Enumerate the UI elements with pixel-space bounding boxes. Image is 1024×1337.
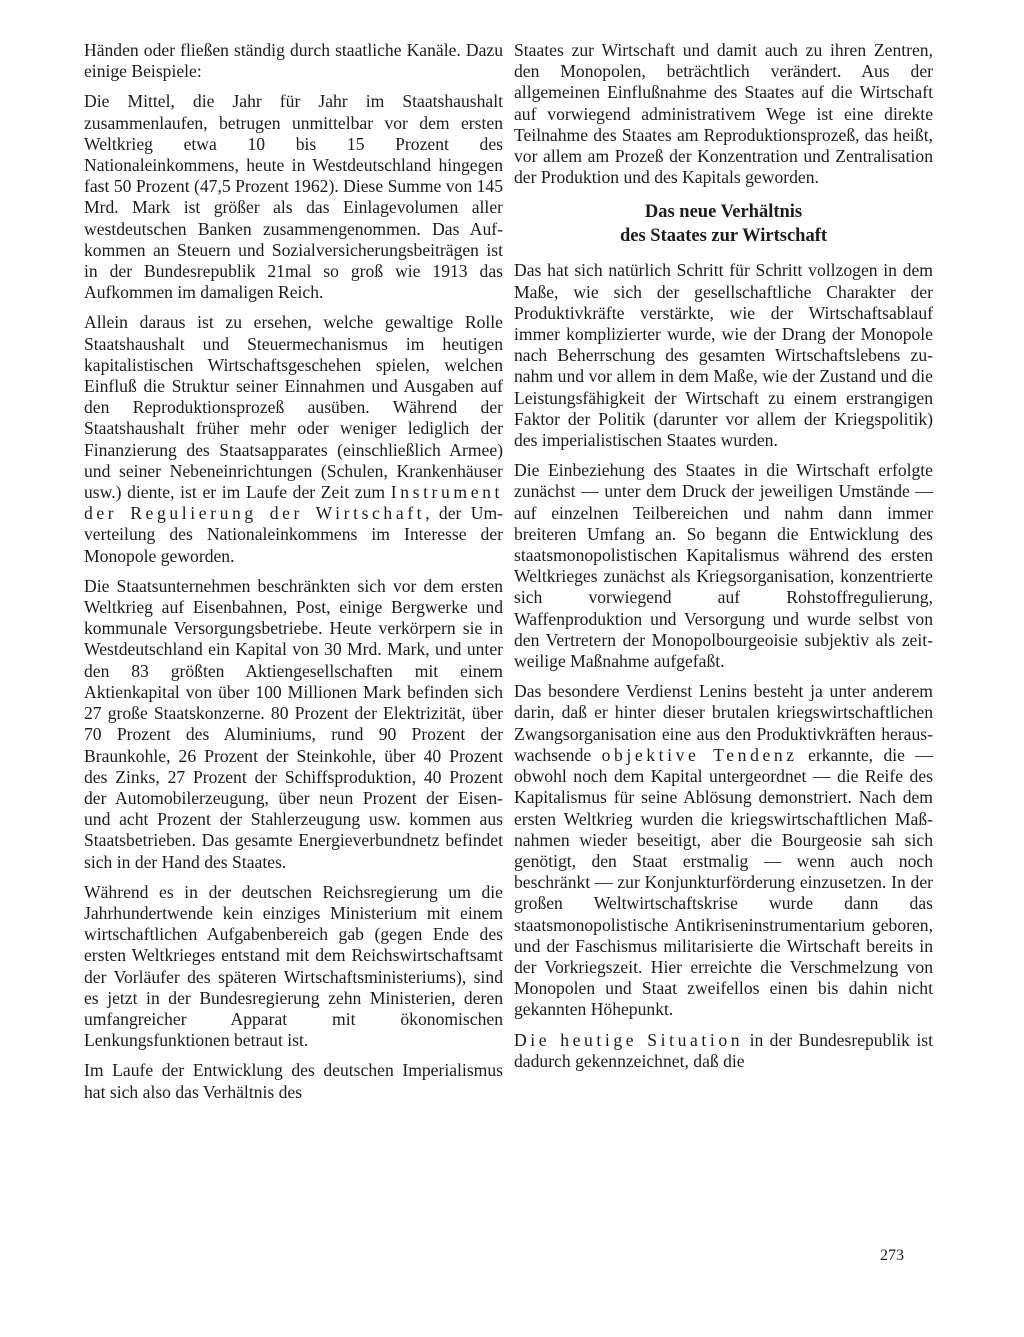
paragraph [514, 40, 933, 188]
paragraph-text: Händen oder fließen ständig durch staatliche Kanäle. Dazu einige Beispiele: [84, 40, 503, 82]
paragraph-text: Staates zur Wirtschaft und damit auch zu ihren Zentren, den Monopolen, beträchtlich verändert. Aus der allgemeinen Einflußnahme des Staates auf die Wirtschaft auf vorwiegend administrativem Wege ist eine direkte Teilnahme des Staates am Reproduktionsprozeß, das heißt, vor allem am Prozeß der Konzentration und Zentralisation der Produktion und des Kapitals geworden. [514, 40, 933, 188]
paragraph [514, 681, 933, 1020]
paragraph-text: erkannte, die — obwohl noch dem Kapital untergeordnet — die Reife des Kapitalismus für seine Ablösung demonstriert. Nach dem ersten Weltkrieg wurden die kriegswirtschaftlichen Maßnahmen wieder beseitigt, aber die Bourgeosie sah sich genötigt, den Staat erstmalig — wenn auch noch beschränkt — zur Konjunkturförderung einzusetzen. In der großen Weltwirtschaftskrise wurde dann das staatsmonopolistische Antikriseninstrumentarium geboren, und der Faschismus militarisierte die Wirtschaft bereits in der Vorkriegszeit. Hier erreichte die Verschmelzung von Monopolen und Staat zweifellos einen bis dahin nicht gekannten Höhepunkt. [514, 744, 933, 1020]
paragraph [84, 882, 503, 1052]
right-column [514, 40, 933, 1072]
paragraph-text: Das besondere Verdienst Lenins besteht ja unter anderem darin, daß er hinter dieser brutalen kriegswirtschaftlichen Zwangsorganisation eine aus den Produktivkräften herauswachsende [514, 681, 933, 765]
emphasized-text: objektive Tendenz [601, 744, 798, 765]
paragraph-text: Das hat sich natürlich Schritt für Schritt vollzogen in dem Maße, wie sich der gesellschaftliche Charakter der Produktivkräfte verstärkte, wie der Wirtschaftsablauf immer komplizierter wurde, wie der Drang der Monopole nach Beherrschung des gesamten Wirtschaftslebens zunahm und vor allem in dem Maße, wie der Zustand und die Leistungsfähigkeit der Wirtschaft zu einem erstrangigen Faktor der Politik (darunter vor allem der Kriegspolitik) des imperialistischen Staates wurden. [514, 260, 933, 451]
paragraph [514, 460, 933, 672]
paragraph [514, 260, 933, 451]
section-heading [514, 200, 933, 248]
paragraph-text: Die Mittel, die Jahr für Jahr im Staatshaushalt zusammenlaufen, betrugen unmittelbar vor dem ersten Weltkrieg etwa 10 bis 15 Prozent des Nationaleinkommens, heute in Westdeutschland hingegen fast 50 Prozent (47,5 Prozent 1962). Diese Summe von 145 Mrd. Mark ist größer als das Einlagevolumen aller westdeutschen Banken zusammengenommen. Das Aufkommen an Steuern und Sozialversicherungsbeiträgen ist in der Bundesrepublik 21mal so groß wie 1913 das Aufkommen im damaligen Reich. [84, 91, 503, 303]
paragraph [84, 1060, 503, 1102]
paragraph-text: Während es in der deutschen Reichsregierung um die Jahrhundertwende kein einziges Ministerium mit einem wirtschaftlichen Aufgabenbereich gab (gegen Ende des ersten Weltkrieges entstand mit dem Reichswirtschaftsamt der Vorläufer des späteren Wirtschaftsministeriums), sind es jetzt in der Bundesregierung zehn Ministerien, deren umfangreicher Apparat mit ökonomischen Lenkungsfunktionen betraut ist. [84, 881, 503, 1051]
heading-line: des Staates zur Wirtschaft [619, 226, 828, 247]
paragraph-text: Im Laufe der Entwicklung des deutschen Imperialismus hat sich also das Verhältnis des [84, 1060, 503, 1102]
paragraph [84, 91, 503, 303]
paragraph-text: in der Bundesrepublik ist dadurch gekennzeichnet, daß die [514, 1029, 933, 1071]
paragraph [514, 1030, 933, 1072]
page-number: 273 [880, 1247, 904, 1264]
paragraph-text: Die Einbeziehung des Staates in die Wirtschaft erfolgte zunächst — unter dem Druck der jeweiligen Umstände — auf einzelnen Teilbereichen und nahm dann immer breiteren Umfang an. So begann die Entwicklung des staatsmonopolistischen Kapitalismus während des ersten Weltkrieges zunächst als Kriegsorganisation, konzentrierte sich vorwiegend auf Rohstoffregulierung, Waffenproduktion und Versorgung und wurde selbst von den Vertretern der Monopolbourgeoisie subjektiv als zeitweilige Maßnahme aufgefaßt. [514, 460, 933, 672]
emphasized-text: Die heutige Situation [514, 1029, 744, 1050]
paragraph-text: Allein daraus ist zu ersehen, welche gewaltige Rolle Staatshaushalt und Steuermechanismus im heutigen kapitalistischen Wirtschaftsgeschehen spielen, welchen Einfluß die Struktur seiner Einnahmen und Ausgaben auf den Reproduktionsprozeß ausüben. Während der Staatshaushalt früher mehr oder weniger lediglich der Finanzierung des Staatsapparates (einschließlich Armee) und seiner Nebeneinrichtungen (Schulen, Krankenhäuser usw.) diente, ist er im Laufe der Zeit zum [84, 312, 503, 503]
emphasized-text: Instrument der Regulierung der Wirtschaft [84, 482, 503, 524]
paragraph [84, 40, 503, 82]
left-column [84, 40, 503, 1103]
paragraph [84, 576, 503, 873]
paragraph-text: Die Staatsunternehmen beschränkten sich vor dem ersten Weltkrieg auf Eisenbahnen, Post, einige Bergwerke und kommunale Versorgungsbetriebe. Heute verkörpern sie in Westdeutschland ein Kapital von 30 Mrd. Mark, und unter den 83 größten Aktiengesellschaften mit einem Aktienkapital von über 100 Millionen Mark befinden sich 27 große Staatskonzerne. 80 Prozent der Elektrizität, über 70 Prozent des Aluminiums, rund 90 Prozent der Braunkohle, 26 Prozent der Steinkohle, über 40 Prozent des Zinks, 27 Prozent der Schiffsproduktion, 40 Prozent der Automobilerzeugung, über neun Prozent der Eisen- und acht Prozent der Stahlerzeugung usw. kommen aus Staatsbetrieben. Das gesamte Energieverbundnetz befindet sich in der Hand des Staates. [84, 575, 503, 872]
paragraph-text: , der Umverteilung des Nationaleinkommens im Interesse der Monopole geworden. [84, 503, 503, 566]
paragraph [84, 312, 503, 566]
heading-line: Das neue Verhältnis [644, 202, 803, 223]
